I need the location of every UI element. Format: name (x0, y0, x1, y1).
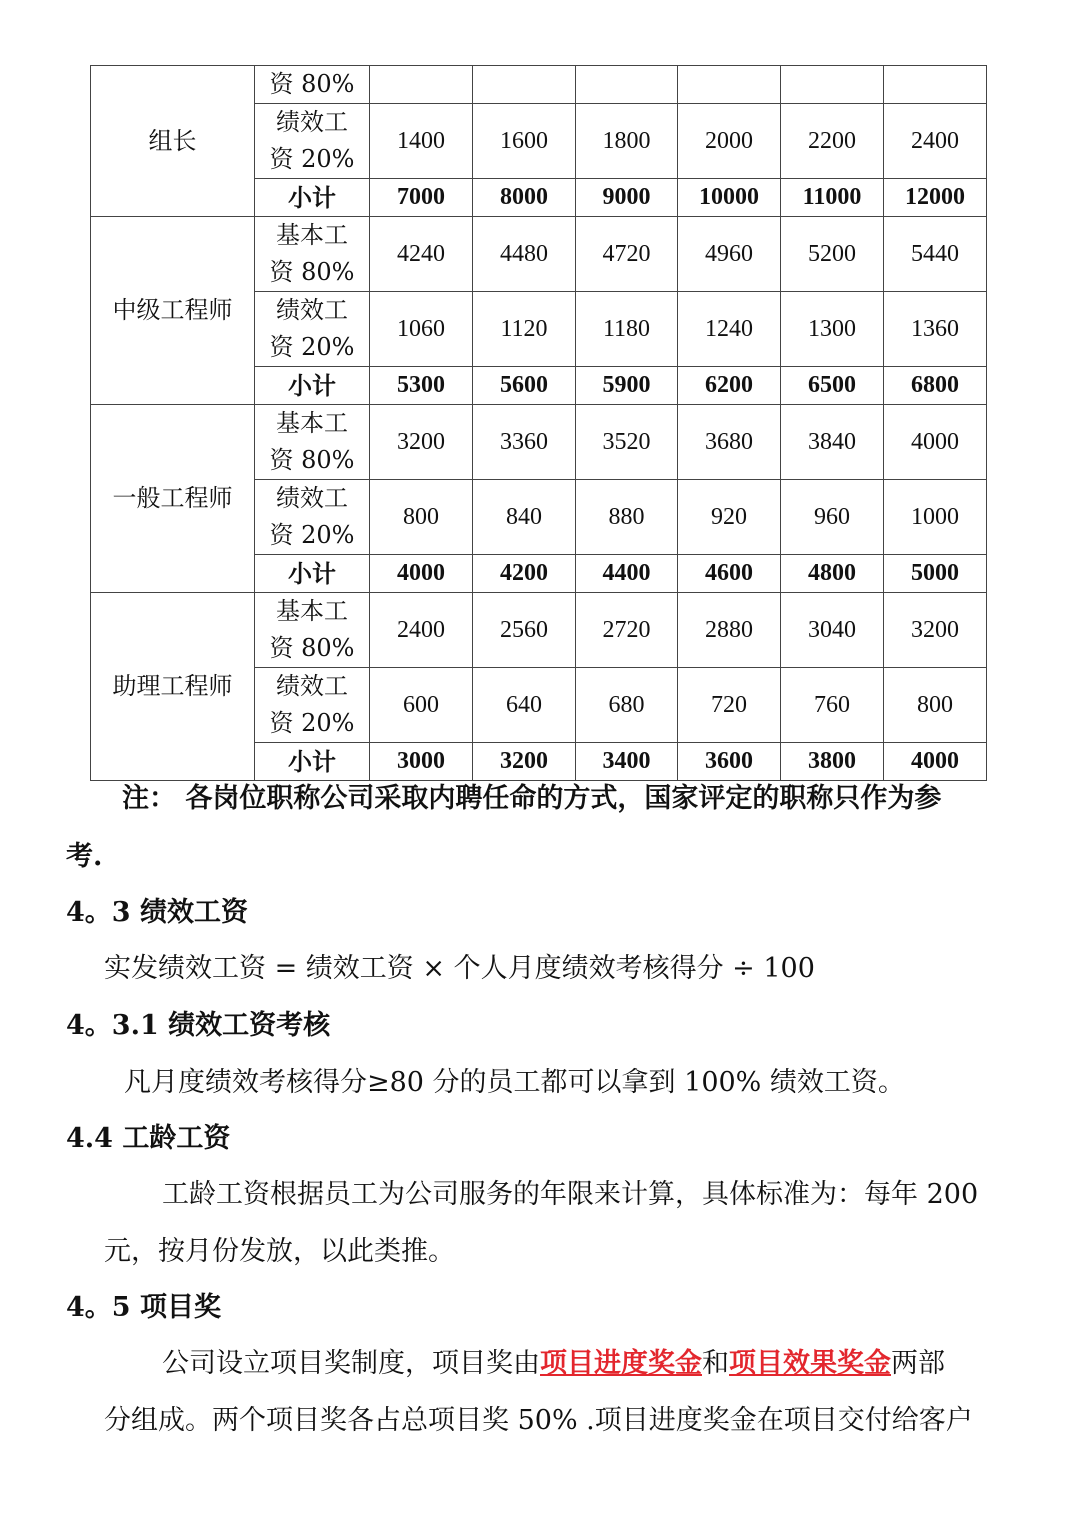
value-cell: 2400 (370, 593, 473, 668)
value-cell (678, 66, 781, 104)
value-cell: 3520 (576, 405, 678, 480)
section-4-5-line-2: 分组成。两个项目奖各占总项目奖 50% .项目进度奖金在项目交付给客户 (104, 1405, 973, 1436)
value-cell: 4240 (370, 217, 473, 292)
subtotal-label: 小计 (255, 179, 370, 217)
item-label-line: 资 80% (269, 258, 355, 286)
section-4-4-line-1: 工龄工资根据员工为公司服务的年限来计算，具体标准为：每年 200 (162, 1179, 979, 1210)
value-cell: 1000 (884, 480, 987, 555)
subtotal-value: 6800 (884, 367, 987, 405)
subtotal-value: 3600 (678, 743, 781, 781)
value-cell: 1180 (576, 292, 678, 367)
item-label-line: 绩效工 (276, 296, 348, 324)
value-cell (781, 66, 884, 104)
subtotal-label: 小计 (255, 367, 370, 405)
subtotal-value: 12000 (884, 179, 987, 217)
value-cell: 2200 (781, 104, 884, 179)
item-label-line: 资 20% (269, 333, 355, 361)
subtotal-value: 4000 (370, 555, 473, 593)
note-line-2: 考. (66, 841, 103, 872)
subtotal-value: 11000 (781, 179, 884, 217)
grade-cell: 助理工程师 (91, 593, 255, 781)
value-cell: 2880 (678, 593, 781, 668)
highlight-progress-bonus: 项目进度奖金 (540, 1348, 702, 1379)
subtotal-label: 小计 (255, 743, 370, 781)
section-4-5-text-a: 公司设立项目奖制度，项目奖由 (162, 1348, 540, 1379)
value-cell (370, 66, 473, 104)
subtotal-value: 5600 (473, 367, 576, 405)
item-label-line: 绩效工 (276, 484, 348, 512)
value-cell: 720 (678, 668, 781, 743)
value-cell: 1120 (473, 292, 576, 367)
subtotal-value: 10000 (678, 179, 781, 217)
value-cell: 1600 (473, 104, 576, 179)
item-label-cell (255, 668, 370, 743)
value-cell: 2400 (884, 104, 987, 179)
item-label-cell (255, 593, 370, 668)
value-cell: 2000 (678, 104, 781, 179)
value-cell: 600 (370, 668, 473, 743)
value-cell: 1300 (781, 292, 884, 367)
section-4-3-heading: 4。3 绩效工资 (66, 897, 248, 928)
item-label-line: 资 20% (269, 709, 355, 737)
value-cell: 760 (781, 668, 884, 743)
subtotal-value: 3200 (473, 743, 576, 781)
section-4-5-line-1 (162, 1341, 945, 1380)
section-4-4-line-2: 元，按月份发放，以此类推。 (104, 1236, 455, 1267)
table-row (91, 217, 987, 292)
grade-cell: 组长 (91, 66, 255, 217)
subtotal-value: 3000 (370, 743, 473, 781)
performance-formula: 实发绩效工资 = 绩效工资 × 个人月度绩效考核得分 ÷ 100 (104, 953, 815, 984)
section-4-3-1-heading: 4。3.1 绩效工资考核 (66, 1010, 331, 1041)
section-4-5-heading: 4。5 项目奖 (66, 1292, 221, 1323)
value-cell: 3040 (781, 593, 884, 668)
value-cell: 4720 (576, 217, 678, 292)
value-cell: 840 (473, 480, 576, 555)
section-4-5-text-b: 和 (702, 1348, 729, 1379)
value-cell: 2720 (576, 593, 678, 668)
value-cell: 1800 (576, 104, 678, 179)
item-label-cell (255, 405, 370, 480)
item-label-cell: 资 80% (255, 66, 370, 104)
section-4-5-text-c: 两部 (891, 1348, 945, 1379)
table-row (91, 405, 987, 480)
item-label-cell (255, 217, 370, 292)
value-cell: 920 (678, 480, 781, 555)
subtotal-value: 4800 (781, 555, 884, 593)
table-row (91, 66, 987, 104)
value-cell: 3200 (370, 405, 473, 480)
subtotal-value: 6500 (781, 367, 884, 405)
value-cell: 1360 (884, 292, 987, 367)
subtotal-value: 9000 (576, 179, 678, 217)
item-label-cell (255, 104, 370, 179)
grade-cell: 一般工程师 (91, 405, 255, 593)
section-4-4-heading: 4.4 工龄工资 (66, 1123, 231, 1154)
value-cell: 3680 (678, 405, 781, 480)
salary-table-body (91, 66, 987, 781)
note-line-1: 注： 各岗位职称公司采取内聘任命的方式，国家评定的职称只作为参 (122, 783, 942, 814)
subtotal-value: 4200 (473, 555, 576, 593)
item-label-cell (255, 292, 370, 367)
grade-cell: 中级工程师 (91, 217, 255, 405)
value-cell: 1240 (678, 292, 781, 367)
value-cell (576, 66, 678, 104)
item-label-cell (255, 480, 370, 555)
subtotal-value: 5900 (576, 367, 678, 405)
value-cell: 2560 (473, 593, 576, 668)
item-label-line: 绩效工 (276, 672, 348, 700)
highlight-effect-bonus: 项目效果奖金 (729, 1348, 891, 1379)
value-cell: 4000 (884, 405, 987, 480)
subtotal-value: 4600 (678, 555, 781, 593)
value-cell: 5440 (884, 217, 987, 292)
value-cell: 3840 (781, 405, 884, 480)
value-cell: 960 (781, 480, 884, 555)
subtotal-value: 3400 (576, 743, 678, 781)
item-label-line: 资 80% (269, 634, 355, 662)
salary-table (90, 65, 987, 781)
item-label-line: 基本工 (276, 409, 348, 437)
value-cell: 640 (473, 668, 576, 743)
value-cell: 4960 (678, 217, 781, 292)
item-label-line: 基本工 (276, 221, 348, 249)
subtotal-value: 6200 (678, 367, 781, 405)
subtotal-value: 5000 (884, 555, 987, 593)
item-label-line: 资 80% (269, 446, 355, 474)
value-cell: 4480 (473, 217, 576, 292)
section-4-3-1-text: 凡月度绩效考核得分≥80 分的员工都可以拿到 100% 绩效工资。 (124, 1067, 905, 1098)
subtotal-value: 7000 (370, 179, 473, 217)
table-row (91, 593, 987, 668)
value-cell: 800 (884, 668, 987, 743)
value-cell: 880 (576, 480, 678, 555)
value-cell: 1060 (370, 292, 473, 367)
item-label-line: 资 20% (269, 145, 355, 173)
value-cell: 5200 (781, 217, 884, 292)
value-cell: 800 (370, 480, 473, 555)
item-label-line: 绩效工 (276, 108, 348, 136)
item-label-line: 资 20% (269, 521, 355, 549)
value-cell (473, 66, 576, 104)
item-label-line: 基本工 (276, 597, 348, 625)
value-cell (884, 66, 987, 104)
subtotal-label: 小计 (255, 555, 370, 593)
subtotal-value: 4400 (576, 555, 678, 593)
subtotal-value: 4000 (884, 743, 987, 781)
subtotal-value: 8000 (473, 179, 576, 217)
value-cell: 680 (576, 668, 678, 743)
subtotal-value: 3800 (781, 743, 884, 781)
subtotal-value: 5300 (370, 367, 473, 405)
value-cell: 1400 (370, 104, 473, 179)
value-cell: 3200 (884, 593, 987, 668)
value-cell: 3360 (473, 405, 576, 480)
